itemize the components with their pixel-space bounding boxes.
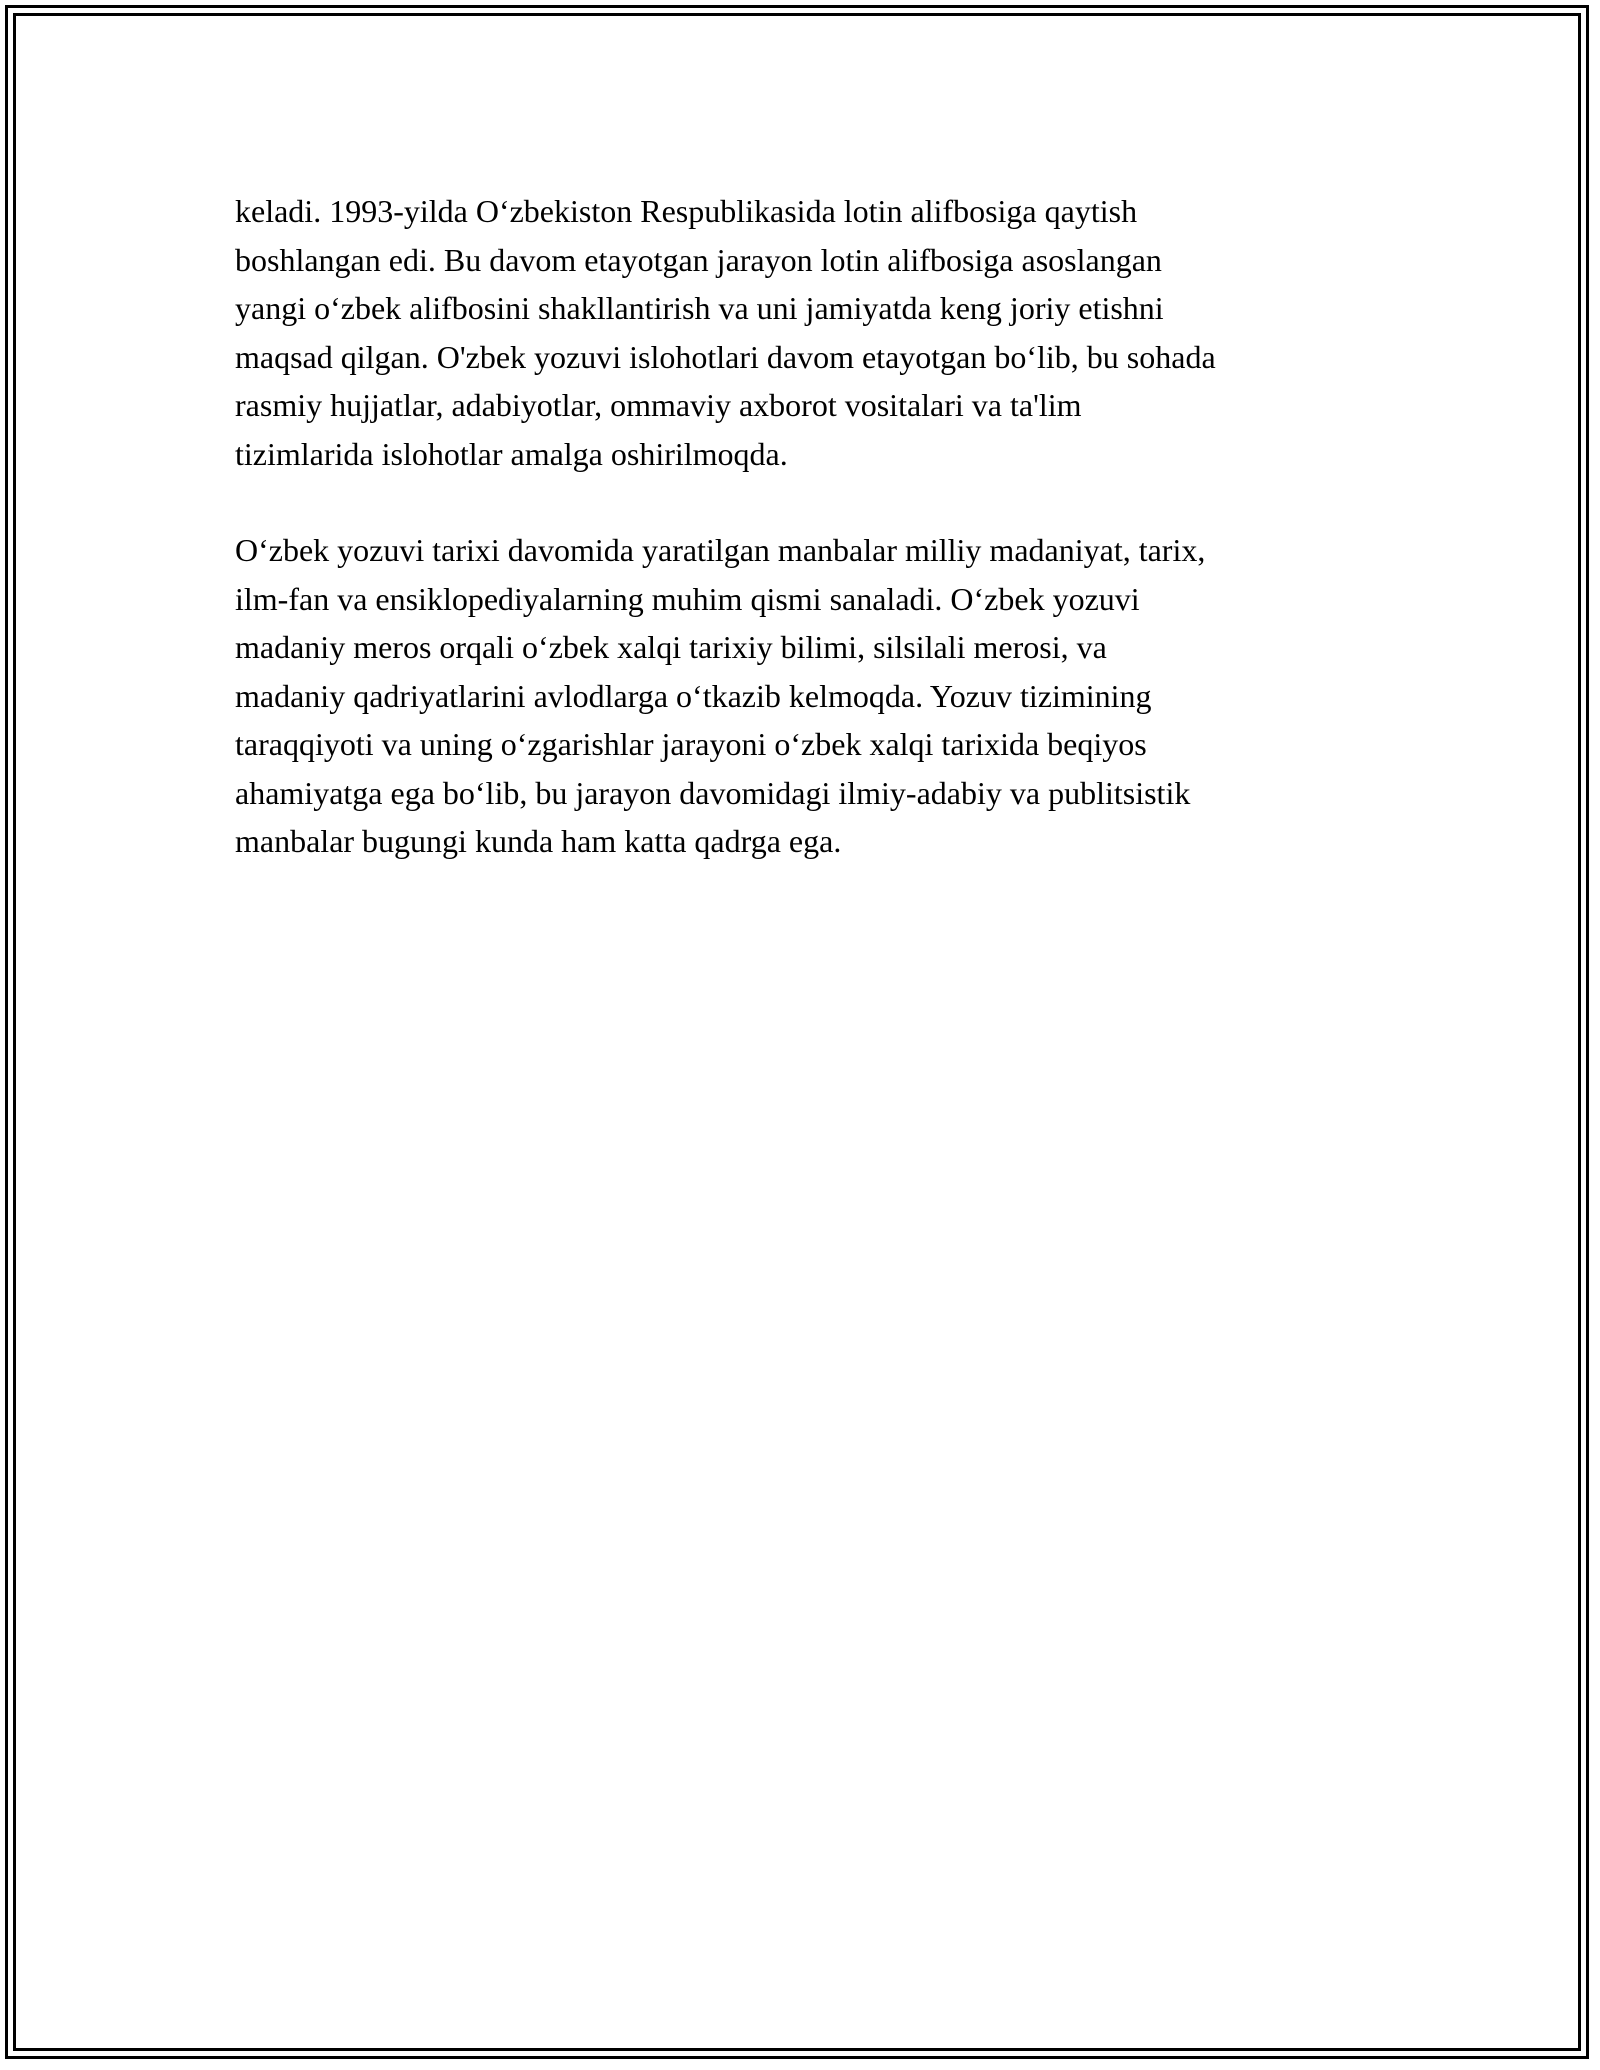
text-line: maqsad qilgan. O'zbek yozuvi islohotlari davom etayotgan boʻlib, bu sohada xyxy=(235,338,1216,375)
paragraph-1 xyxy=(235,187,1395,478)
text-line: yangi oʻzbek alifbosini shakllantirish va uni jamiyatda keng joriy etishni xyxy=(235,290,1164,326)
text-line: rasmiy hujjatlar, adabiyotlar, ommaviy axborot vositalari va ta'lim xyxy=(235,387,1082,423)
text-line: keladi. 1993-yilda Oʻzbekiston Respublikasida lotin alifbosiga qaytish xyxy=(235,193,1138,229)
text-line: taraqqiyoti va uning oʻzgarishlar jarayoni oʻzbek xalqi tarixida beqiyos xyxy=(235,726,1147,762)
text-line: ilm-fan va ensiklopediyalarning muhim qismi sanaladi. Oʻzbek yozuvi xyxy=(235,580,1140,617)
text-line: ahamiyatga ega boʻlib, bu jarayon davomidagi ilmiy-adabiy va publitsistik xyxy=(235,774,1191,811)
text-line: Oʻzbek yozuvi tarixi davomida yaratilgan manbalar milliy madaniyat, tarix, xyxy=(235,532,1206,568)
text-line: madaniy meros orqali oʻzbek xalqi tarixiy bilimi, silsilali merosi, va xyxy=(235,629,1107,665)
text-line: manbalar bugungi kunda ham katta qadrga ega. xyxy=(235,823,842,859)
text-line: boshlangan edi. Bu davom etayotgan jarayon lotin alifbosiga asoslangan xyxy=(235,241,1162,278)
text-line: madaniy qadriyatlarini avlodlarga oʻtkazib kelmoqda. Yozuv tizimining xyxy=(235,677,1152,714)
paragraph-2 xyxy=(235,526,1395,866)
text-line: tizimlarida islohotlar amalga oshirilmoqda. xyxy=(235,435,788,472)
document-body xyxy=(235,187,1395,914)
